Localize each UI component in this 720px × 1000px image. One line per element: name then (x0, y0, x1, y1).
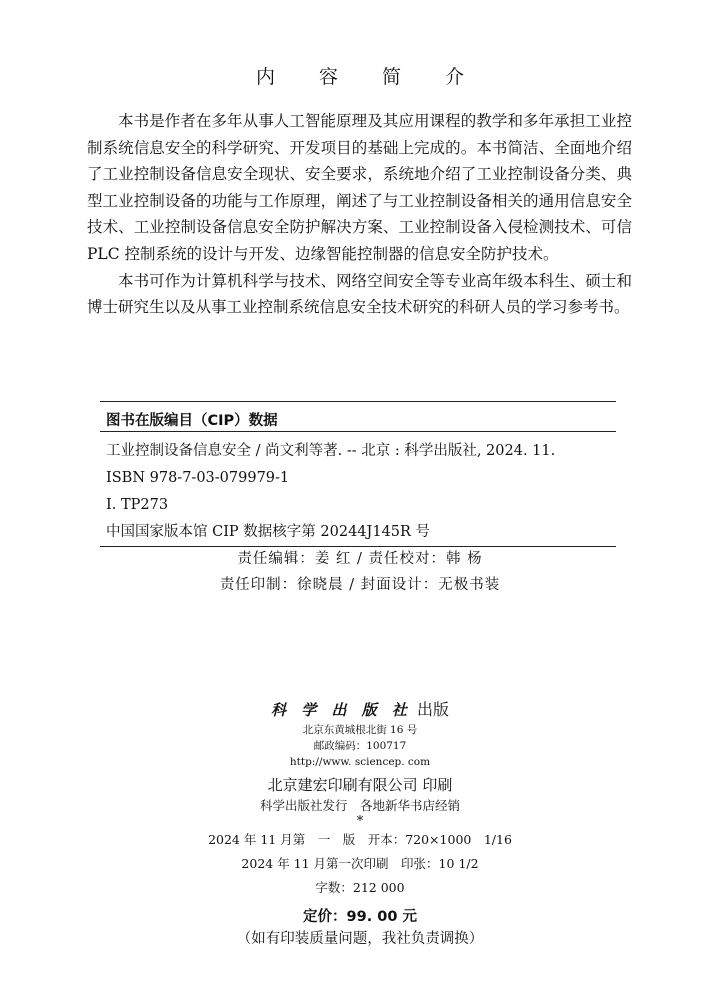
summary-paragraph: 本书是作者在多年从事人工智能原理及其应用课程的教学和多年承担工业控制系统信息安全的科学研究、开发项目的基础上完成的。本书简洁、全面地介绍了工业控制设备信息安全现状、安全要求，系统地介绍了工业控制设备分类、典型工业控制设备的功能与工作原理，阐述了与工业控制设备相关的通用信息安全技术、工业控制设备信息安全防护解决方案、工业控制设备入侵检测技术、可信 PLC 控制系统的设计与开发、边缘智能控制器的信息安全防护技术。 (87, 112, 632, 263)
printing-line: 2024 年 11 月第一次印刷 印张：10 1/2 (241, 856, 479, 871)
publisher-suffix: 出版 (416, 700, 449, 719)
cip-block (100, 401, 616, 547)
cip-heading-rule (100, 431, 616, 432)
cip-heading: 图书在版编目（CIP）数据 (106, 413, 278, 429)
page-title: 内 容 简 介 (255, 66, 484, 88)
cip-line-catalog: 工业控制设备信息安全 / 尚文利等著. -- 北京 : 科学出版社, 2024. 11. (106, 443, 556, 459)
quality-note: （如有印装质量问题，我社负责调换） (236, 931, 484, 947)
credits-production: 责任印制：徐晓晨 / 封面设计：无极书装 (219, 577, 501, 593)
distribution-line: 科学出版社发行 各地新华书店经销 (259, 798, 460, 813)
cip-line-isbn: ISBN 978-7-03-079979-1 (106, 470, 290, 486)
publisher-postcode: 邮政编码：100717 (313, 740, 407, 752)
cip-line-classification: Ⅰ. TP273 (106, 497, 169, 513)
word-count: 字数：212 000 (315, 880, 405, 895)
publisher-line (0, 698, 720, 722)
separator-asterisk: * (356, 814, 364, 829)
book-summary (87, 108, 632, 321)
summary-paragraph: 本书可作为计算机科学与技术、网络空间安全等专业高年级本科生、硕士和博士研究生以及从事工业控制系统信息安全技术研究的科研人员的学习参考书。 (87, 271, 632, 317)
cip-line-record-number: 中国国家版本馆 CIP 数据核字第 20244J145R 号 (106, 524, 431, 540)
credits-editors: 责任编辑：姜 红 / 责任校对：韩 杨 (237, 551, 483, 567)
imprint-block (0, 698, 720, 950)
publisher-address: 北京东黄城根北街 16 号 (302, 724, 418, 736)
price: 定价：99. 00 元 (303, 909, 417, 925)
printer-line: 北京建宏印刷有限公司 印刷 (267, 776, 453, 794)
publisher-website: http://www. sciencep. com (289, 756, 431, 768)
edition-line: 2024 年 11 月第 一 版 开本：720×1000 1/16 (208, 832, 512, 847)
publisher-name: 科 学 出 版 社 (271, 701, 412, 719)
editorial-credits (0, 546, 720, 598)
